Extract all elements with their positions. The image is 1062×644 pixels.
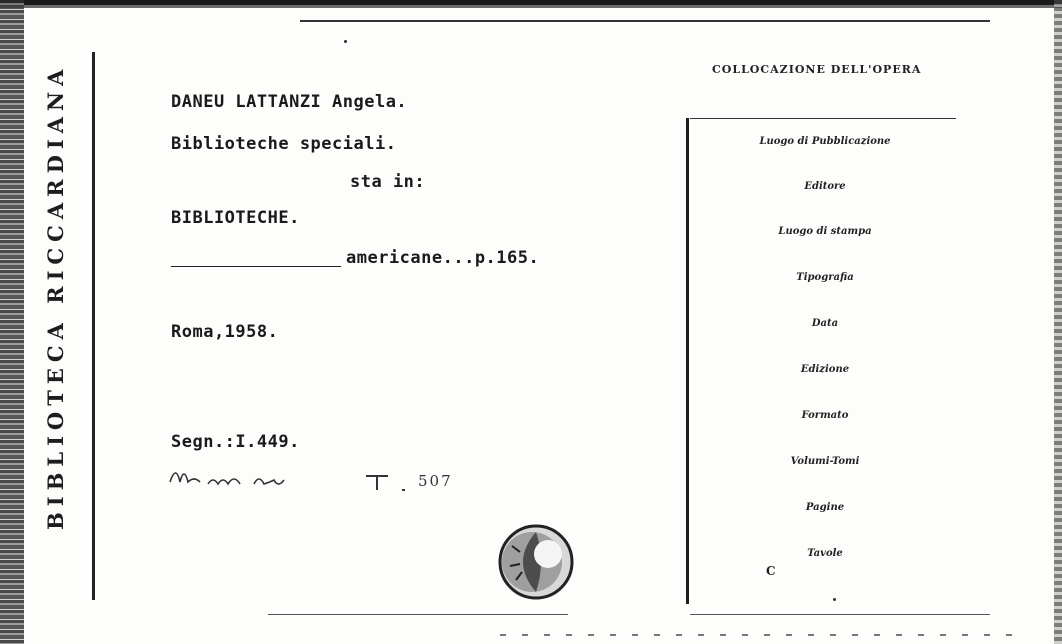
svg-text:507: 507 [418,472,453,490]
field-pagine: Pagine [805,502,845,513]
ink-dot [344,40,347,43]
location-box-top-rule [690,118,956,119]
library-name: BIBLIOTECA RICCARDIANA [43,63,68,530]
field-tavole: Tavole [807,548,843,559]
ink-dot [833,598,836,601]
field-formato: Formato [801,410,849,421]
in-label: sta in: [350,172,426,192]
series-continuation-rule [171,266,341,267]
bottom-rule-left [268,614,568,615]
location-box-title: COLLOCAZIONE DELL'OPERA [712,63,922,76]
title-line: Biblioteche speciali. [171,134,397,154]
mark-c: C [766,564,776,578]
field-luogo-pubblicazione: Luogo di Pubblicazione [759,136,891,147]
field-luogo-stampa: Luogo di stampa [778,226,872,237]
series-sub-line: americane...p.165. [346,248,540,268]
field-tipografia: Tipografia [796,272,854,283]
library-stamp-icon [496,522,576,602]
handwritten-note [168,462,488,494]
shelfmark-line: Segn.:I.449. [171,432,300,452]
field-data: Data [811,318,839,329]
field-edizione: Edizione [800,364,850,375]
card-top-edge [0,0,1062,12]
author-line: DANEU LATTANZI Angela. [171,92,408,112]
bottom-edge-marks [500,634,1020,636]
card-right-edge [1054,0,1062,644]
series-line: BIBLIOTECHE. [171,208,300,228]
spine-rule [92,52,95,600]
bottom-rule-right [690,614,990,615]
imprint-line: Roma,1958. [171,322,279,342]
field-volumi-tomi: Volumi-Tomi [790,456,860,467]
card-top-rule [300,20,990,22]
card-left-edge [0,0,24,644]
field-editore: Editore [804,181,846,192]
